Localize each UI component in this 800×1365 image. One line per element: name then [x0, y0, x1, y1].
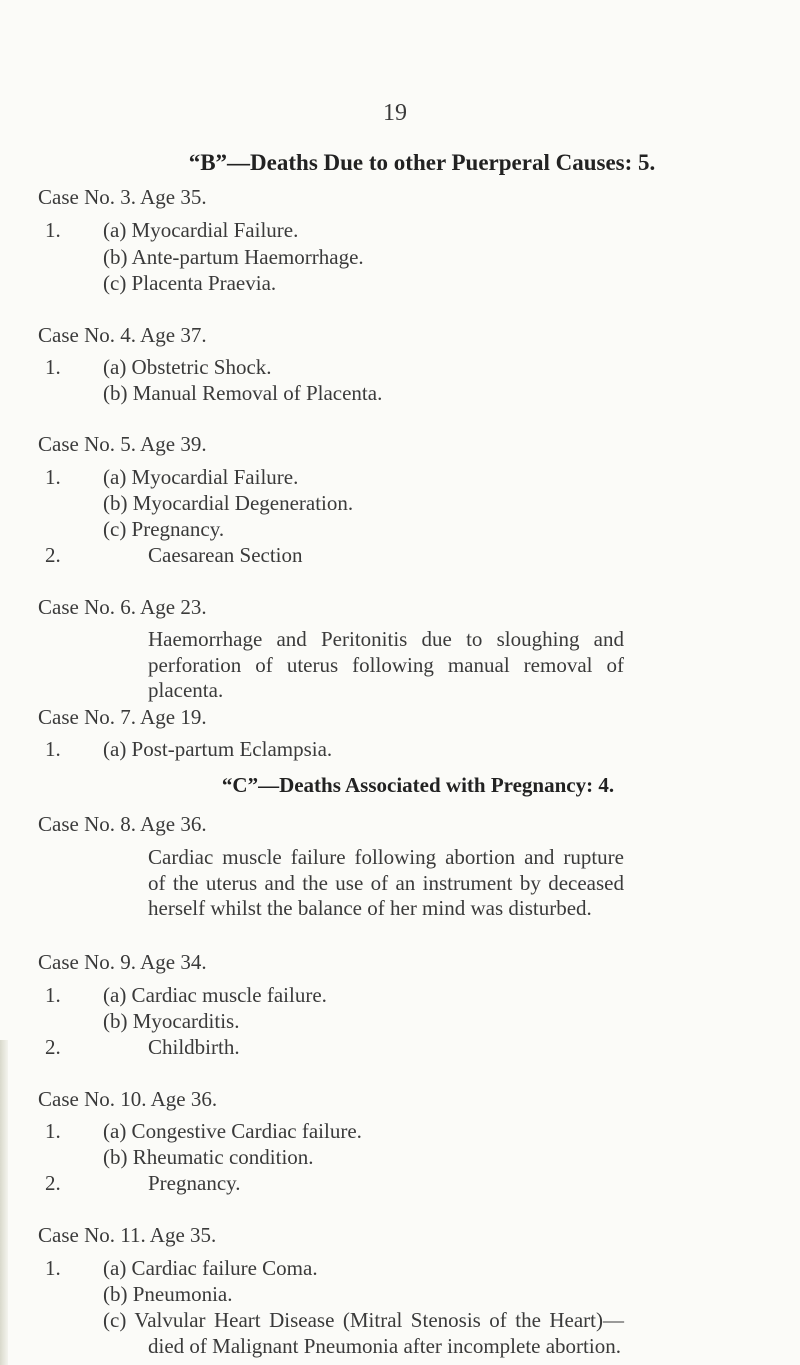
- item-number: 1.: [45, 218, 61, 242]
- cause-line: Childbirth.: [148, 1035, 240, 1059]
- page-number: 19: [383, 100, 407, 126]
- cause-line: (c) Placenta Praevia.: [103, 271, 277, 295]
- cause-line: (b) Rheumatic condition.: [103, 1145, 314, 1169]
- cause-line: (a) Obstetric Shock.: [103, 355, 272, 379]
- cause-line: (c) Pregnancy.: [103, 517, 225, 541]
- item-number: 1.: [45, 1256, 61, 1280]
- case-heading: Case No. 10. Age 36.: [38, 1087, 218, 1111]
- page-edge-shadow: [0, 1040, 8, 1365]
- cause-line: (a) Cardiac failure Coma.: [103, 1256, 318, 1280]
- item-number: 1.: [45, 355, 61, 379]
- cause-line-text: (c) Valvular Heart Disease (Mitral Stenosis of the Heart)—died of Malignant Pneumonia after incomplete abortion.: [103, 1308, 624, 1358]
- case-heading: Case No. 9. Age 34.: [38, 950, 207, 974]
- item-number: 2.: [45, 1035, 61, 1059]
- cause-line: (b) Ante-partum Haemorrhage.: [103, 245, 364, 269]
- section-c-heading: “C”—Deaths Associated with Pregnancy: 4.: [221, 773, 615, 797]
- case-heading: Case No. 3. Age 35.: [38, 185, 207, 209]
- cause-line: (b) Manual Removal of Placenta.: [103, 381, 383, 405]
- case-heading: Case No. 5. Age 39.: [38, 432, 207, 456]
- cause-line: Caesarean Section: [148, 543, 303, 567]
- section-b-heading: “B”—Deaths Due to other Puerperal Causes: 5.: [188, 150, 656, 175]
- cause-line: (a) Post-partum Eclampsia.: [103, 737, 333, 761]
- case-heading: Case No. 6. Age 23.: [38, 595, 207, 619]
- item-number: 1.: [45, 737, 61, 761]
- case-heading: Case No. 8. Age 36.: [38, 812, 207, 836]
- item-number: 2.: [45, 1171, 61, 1195]
- cause-line: (b) Myocardial Degeneration.: [103, 491, 354, 515]
- item-number: 1.: [45, 983, 61, 1007]
- cause-line: (b) Pneumonia.: [103, 1282, 233, 1306]
- cause-line: (a) Congestive Cardiac failure.: [103, 1119, 362, 1143]
- item-number: 2.: [45, 543, 61, 567]
- cause-line: Pregnancy.: [148, 1171, 241, 1195]
- cause-line: (a) Cardiac muscle failure.: [103, 983, 327, 1007]
- cause-line: (a) Myocardial Failure.: [103, 465, 299, 489]
- item-number: 1.: [45, 1119, 61, 1143]
- cause-line: (b) Myocarditis.: [103, 1009, 240, 1033]
- case-description: Cardiac muscle failure following abortion and rupture of the uterus and the use of an instrument by deceased herself whilst the balance of her mind was disturbed.: [148, 845, 624, 920]
- case-heading: Case No. 11. Age 35.: [38, 1223, 217, 1247]
- cause-line: [103, 1308, 624, 1359]
- item-number: 1.: [45, 465, 61, 489]
- cause-line: (a) Myocardial Failure.: [103, 218, 299, 242]
- case-description: Haemorrhage and Peritonitis due to sloughing and perforation of uterus following manual removal of placenta.: [148, 627, 624, 702]
- case-heading: Case No. 7. Age 19.: [38, 705, 207, 729]
- case-heading: Case No. 4. Age 37.: [38, 323, 207, 347]
